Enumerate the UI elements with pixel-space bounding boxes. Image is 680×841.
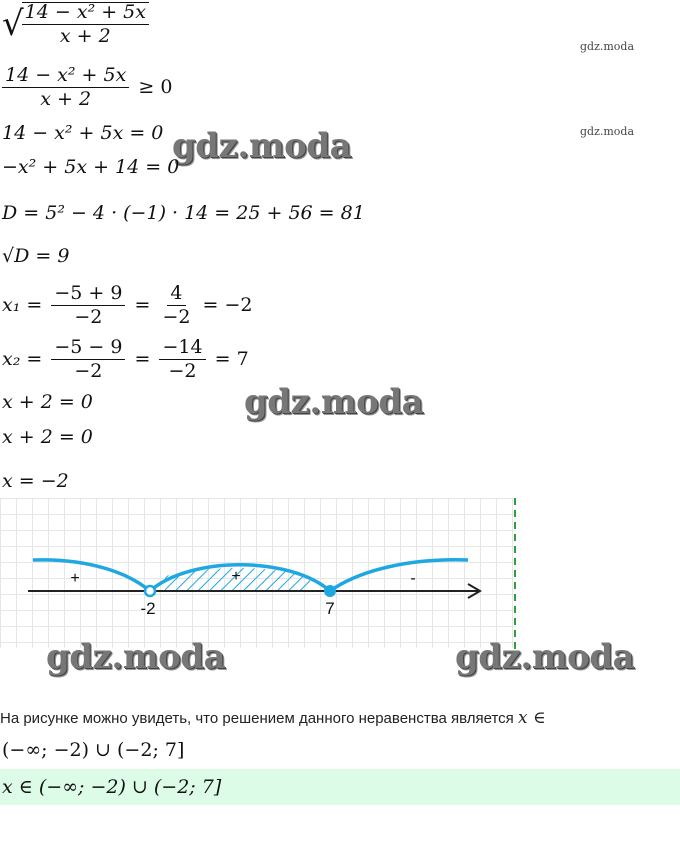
point-7	[325, 586, 335, 596]
conclusion-sentence	[0, 708, 546, 728]
x1-numerator-2: 4	[167, 284, 185, 306]
sqrt-fraction	[2, 2, 152, 46]
watermark-big-4: gdz.moda	[455, 637, 635, 677]
watermark-small-1: gdz.moda	[580, 40, 635, 53]
x1-rhs: = −2	[202, 294, 253, 316]
inequality	[2, 66, 172, 109]
denominator-eq-2: x + 2 = 0	[2, 426, 93, 448]
sign-left: +	[70, 570, 80, 587]
x2-lhs: x₂ =	[2, 348, 43, 370]
conclusion-tail: x ∈	[517, 708, 546, 728]
sqrt-denominator: x + 2	[59, 25, 111, 47]
inequality-denominator: x + 2	[40, 88, 92, 110]
x2-denominator-1: −2	[74, 360, 103, 382]
x2-numerator-2: −14	[159, 338, 205, 360]
sqrt-discriminant: √D = 9	[2, 245, 70, 267]
root-x2: x₂ = $\frac{-5 - 9}{-2}$ = $\frac{-14}{-2}$ = 7	[2, 336, 249, 382]
x1-lhs: x₁ =	[2, 294, 43, 316]
point-minus2	[145, 586, 155, 596]
conclusion-interval: (−∞; −2) ∪ (−2; 7]	[2, 739, 185, 761]
radical-sign: √	[2, 4, 24, 44]
denominator-eq-1: x + 2 = 0	[2, 391, 93, 413]
root-x1: x₁ = $\frac{-5 + 9}{-2}$ = $\frac{4}{-2}$ = −2	[2, 282, 253, 328]
answer-box	[0, 769, 680, 805]
x2-denominator-2: −2	[168, 360, 197, 382]
x1-denominator-1: −2	[74, 306, 103, 328]
sqrt-numerator: 14 − x² + 5x	[22, 3, 149, 25]
label-7: 7	[325, 599, 335, 618]
denominator-root: x = −2	[2, 470, 69, 492]
equation-2: −x² + 5x + 14 = 0	[2, 156, 180, 178]
x1-numerator-1: −5 + 9	[51, 284, 125, 306]
sign-right: -	[410, 570, 416, 587]
sign-middle: +	[231, 568, 241, 585]
watermark-big-3: gdz.moda	[46, 637, 226, 677]
watermark-small-2: gdz.moda	[580, 125, 635, 138]
sign-diagram	[0, 494, 680, 654]
x2-rhs: = 7	[214, 348, 249, 370]
x1-denominator-2: −2	[162, 306, 191, 328]
answer-text: x ∈ (−∞; −2) ∪ (−2; 7]	[2, 776, 222, 798]
inequality-rhs: ≥ 0	[138, 76, 173, 98]
equation-1: 14 − x² + 5x = 0	[2, 122, 164, 144]
watermark-big-1: gdz.moda	[172, 126, 352, 166]
x2-numerator-1: −5 − 9	[51, 338, 125, 360]
inequality-numerator: 14 − x² + 5x	[2, 66, 129, 88]
watermark-big-2: gdz.moda	[244, 382, 424, 422]
conclusion-text: На рисунке можно увидеть, что решением данного неравенства является	[0, 710, 514, 727]
label-minus2: -2	[140, 599, 156, 618]
discriminant: D = 5² − 4 · (−1) · 14 = 25 + 56 = 81	[2, 202, 365, 224]
